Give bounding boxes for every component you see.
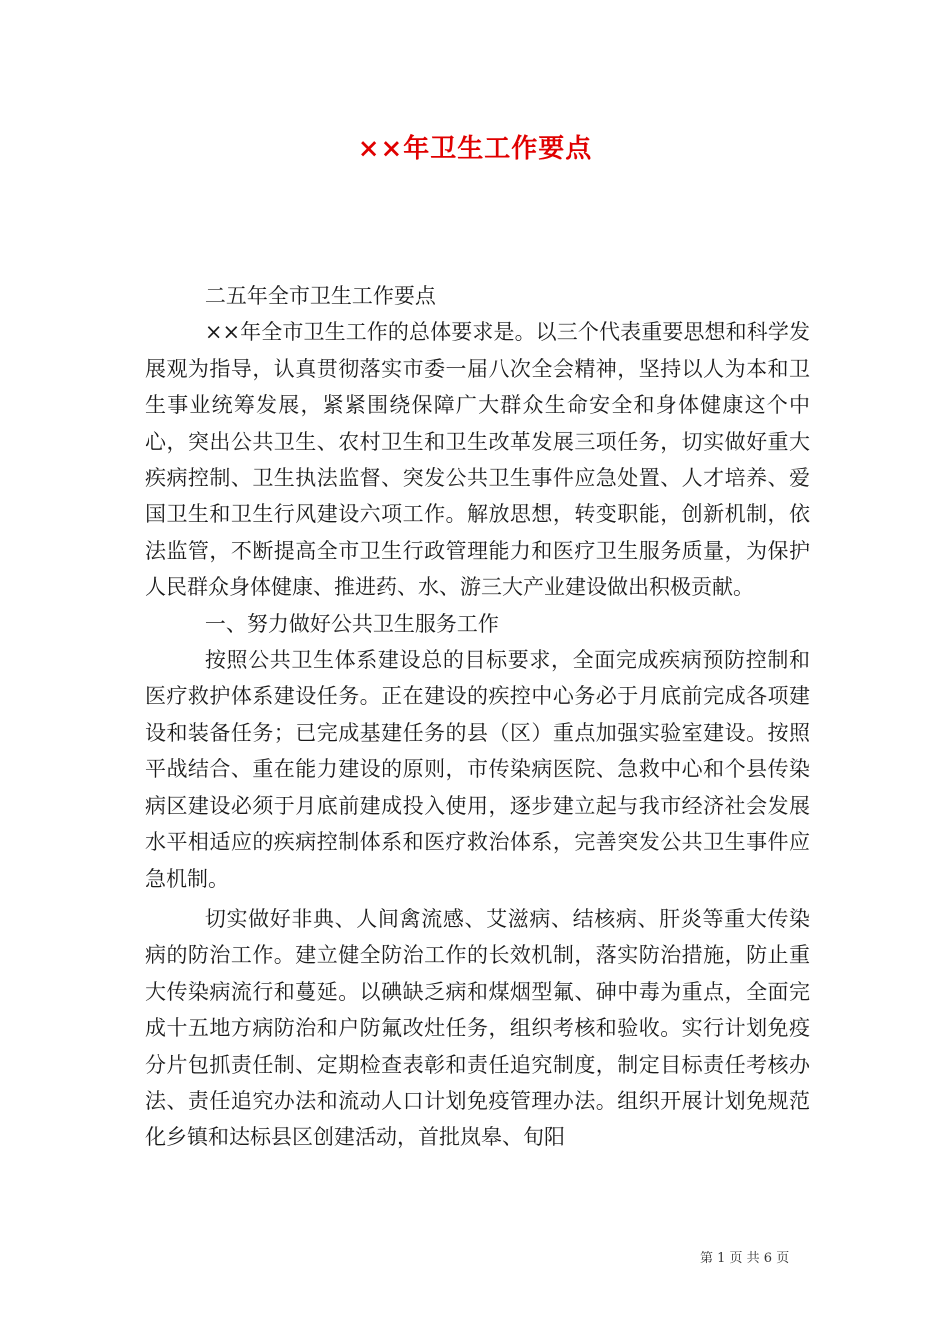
body-paragraph: ××年全市卫生工作的总体要求是。以三个代表重要思想和科学发展观为指导，认真贯彻落实市委一届八次全会精神，坚持以人为本和卫生事业统筹发展，紧紧围绕保障广大群众生命安全和身体健康这个中心，突出公共卫生、农村卫生和卫生改革发展三项任务，切实做好重大疾病控制、卫生执法监督、突发公共卫生事件应急处置、人才培养、爱国卫生和卫生行风建设六项工作。解放思想，转变职能，创新机制，依法监管，不断提高全市卫生行政管理能力和医疗卫生服务质量，为保护人民群众身体健康、推进药、水、游三大产业建设做出积极贡献。 (145, 320, 810, 600)
section-heading: 一、努力做好公共卫生服务工作 (204, 611, 499, 636)
page-number: 第 1 页 共 6 页 (700, 1251, 790, 1266)
document-title: ××年卫生工作要点 (357, 134, 593, 164)
body-paragraph: 按照公共卫生体系建设总的目标要求，全面完成疾病预防控制和医疗救护体系建设任务。正在建设的疾控中心务必于月底前完成各项建设和装备任务；已完成基建任务的县（区）重点加强实验室建设。按照平战结合、重在能力建设的原则，市传染病医院、急救中心和个县传染病区建设必须于月底前建成投入使用，逐步建立起与我市经济社会发展水平相适应的疾病控制体系和医疗救治体系，完善突发公共卫生事件应急机制。 (145, 648, 810, 891)
body-paragraph: 切实做好非典、人间禽流感、艾滋病、结核病、肝炎等重大传染病的防治工作。建立健全防治工作的长效机制，落实防治措施，防止重大传染病流行和蔓延。以碘缺乏病和煤烟型氟、砷中毒为重点，全面完成十五地方病防治和户防氟改灶任务，组织考核和验收。实行计划免疫分片包抓责任制、定期检查表彰和责任追究制度，制定目标责任考核办法、责任追究办法和流动人口计划免疫管理办法。组织开展计划免规范化乡镇和达标县区创建活动，首批岚皋、旬阳 (145, 906, 810, 1150)
subtitle-paragraph: 二五年全市卫生工作要点 (204, 284, 436, 308)
document-body (145, 278, 810, 1156)
